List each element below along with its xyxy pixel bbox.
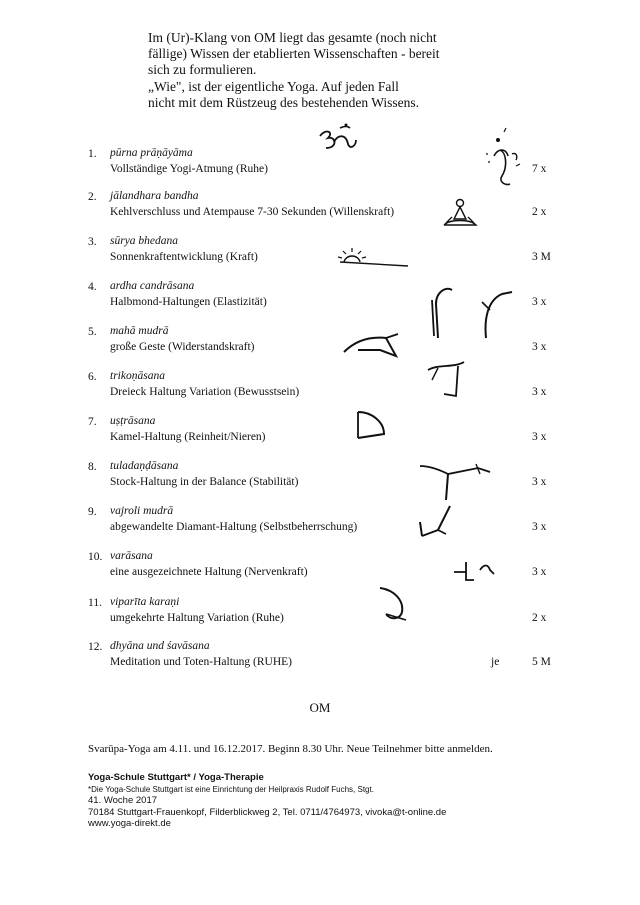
exercise-description: Dreieck Haltung Variation (Bewusstsein) [110, 386, 300, 398]
exercise-description: Kehlverschluss und Atempause 7-30 Sekunden (Willenskraft) [110, 206, 395, 218]
camel-pose-icon [352, 408, 392, 444]
intro-line: fällige) Wissen der etablierten Wissenschaften - bereit [148, 46, 440, 62]
exercise-repetitions: 3 x [532, 431, 547, 443]
exercise-number: 1. [88, 148, 97, 160]
exercise-sanskrit-name: sūrya bhedana [110, 235, 179, 247]
exercise-description: eine ausgezeichnete Haltung (Nervenkraft) [110, 566, 308, 578]
exercise-sanskrit-name: tuladaṇḍāsana [110, 460, 179, 472]
exercise-repetitions: 7 x [532, 163, 547, 175]
exercise-repetitions: 3 x [532, 386, 547, 398]
intro-line: Im (Ur)-Klang von OM liegt das gesamte (noch nicht [148, 30, 437, 45]
exercise-repetitions: 3 x [532, 296, 547, 308]
great-gesture-icon [340, 328, 404, 360]
exercise-sanskrit-name: ardha candrāsana [110, 280, 195, 292]
exercise-repetitions: 5 M [532, 656, 551, 668]
footer-school-name: Yoga-Schule Stuttgart* / Yoga-Therapie [88, 772, 264, 783]
exercise-sanskrit-name: uṣṭrāsana [110, 415, 156, 427]
exercise-number: 10. [88, 551, 103, 563]
exercise-each-label: je [491, 656, 500, 668]
half-moon-icon [426, 282, 518, 342]
exercise-number: 11. [88, 597, 102, 609]
exercise-description: abgewandelte Diamant-Haltung (Selbstbeherrschung) [110, 521, 358, 533]
intro-line: sich zu formulieren. [148, 62, 257, 78]
exercise-description: Halbmond-Haltungen (Elastizität) [110, 296, 267, 308]
exercise-sanskrit-name: jālandhara bandha [110, 190, 199, 202]
exercise-description: Vollständige Yogi-Atmung (Ruhe) [110, 163, 268, 175]
exercise-item [88, 235, 558, 275]
exercise-repetitions: 3 x [532, 476, 547, 488]
footer-week: 41. Woche 2017 [88, 795, 158, 806]
course-dates: Svarūpa-Yoga am 4.11. und 16.12.2017. Beginn 8.30 Uhr. Neue Teilnehmer bitte anmelden. [88, 743, 493, 755]
exercise-sanskrit-name: vajroli mudrā [110, 505, 174, 517]
balancing-stick-icon [418, 458, 494, 502]
exercise-number: 3. [88, 236, 97, 248]
intro-line: „Wie", ist der eigentliche Yoga. Auf jeden Fall [148, 78, 399, 94]
exercise-sanskrit-name: varāsana [110, 550, 153, 562]
exercise-item [88, 370, 558, 410]
exercise-number: 5. [88, 326, 97, 338]
exercise-item [88, 640, 558, 680]
intro-text [148, 30, 488, 111]
exercise-sanskrit-name: mahā mudrā [110, 325, 169, 337]
exercise-repetitions: 2 x [532, 206, 547, 218]
exercise-repetitions: 3 M [532, 251, 551, 263]
exercise-description: Meditation und Toten-Haltung (RUHE) [110, 656, 292, 668]
exercise-description: Sonnenkraftentwicklung (Kraft) [110, 251, 258, 263]
exercise-description: Stock-Haltung in der Balance (Stabilität) [110, 476, 299, 488]
diamond-pose-icon [416, 500, 456, 540]
intro-line: nicht mit dem Rüstzeug des bestehenden Wissens. [148, 94, 420, 110]
exercise-number: 2. [88, 191, 97, 203]
exercise-sanskrit-name: pūrna prāṇāyāma [110, 147, 193, 159]
om-symbol-icon [316, 122, 360, 158]
exercise-sanskrit-name: dhyāna und śavāsana [110, 640, 210, 652]
exercise-sanskrit-name: viparīta karaṇi [110, 596, 180, 608]
footer-note: *Die Yoga-Schule Stuttgart ist eine Einrichtung der Heilpraxis Rudolf Fuchs, Stgt. [88, 784, 374, 794]
sun-on-horizon-icon [336, 246, 416, 270]
exercise-item [88, 505, 558, 545]
exercise-repetitions: 3 x [532, 566, 547, 578]
footer-website: www.yoga-direkt.de [88, 818, 171, 829]
exercise-description: umgekehrte Haltung Variation (Ruhe) [110, 612, 284, 624]
exercise-number: 6. [88, 371, 97, 383]
exercise-item [88, 415, 558, 455]
triangle-pose-icon [424, 358, 470, 398]
footer-address: 70184 Stuttgart-Frauenkopf, Filderblickweg 2, Tel. 0711/4764973, vivoka@t-online.de [88, 806, 447, 818]
closing-om: OM [309, 700, 331, 715]
exercise-sanskrit-name: trikoṇāsana [110, 370, 165, 382]
exercise-repetitions: 2 x [532, 612, 547, 624]
exercise-number: 9. [88, 506, 97, 518]
inverted-pose-icon [376, 584, 412, 624]
footer [88, 772, 446, 830]
exercise-repetitions: 3 x [532, 341, 547, 353]
exercise-item [88, 190, 558, 230]
exercise-number: 4. [88, 281, 97, 293]
seated-lotus-icon [440, 195, 480, 231]
exercise-item [88, 596, 558, 636]
exercise-number: 7. [88, 416, 97, 428]
exercise-description: Kamel-Haltung (Reinheit/Nieren) [110, 431, 266, 443]
exercise-number: 12. [88, 641, 103, 653]
exercise-repetitions: 3 x [532, 521, 547, 533]
exercise-description: große Geste (Widerstandskraft) [110, 341, 255, 353]
exercise-number: 8. [88, 461, 97, 473]
breathing-figure-icon [478, 126, 528, 192]
excellent-posture-icon [452, 558, 496, 584]
